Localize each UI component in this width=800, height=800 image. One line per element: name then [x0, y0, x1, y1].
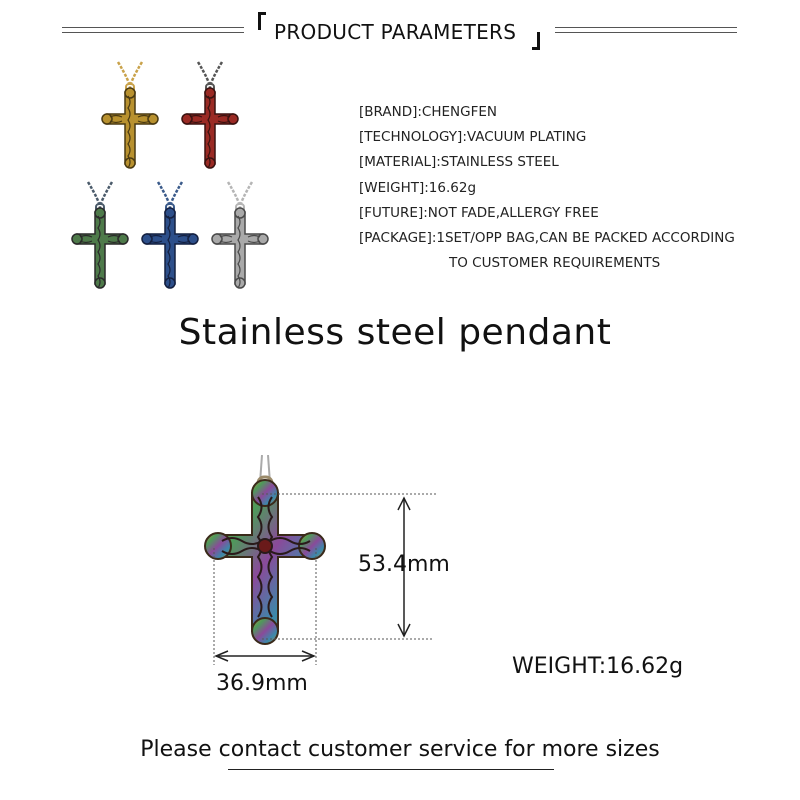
- param-brand: [BRAND]:CHENGFEN: [359, 104, 497, 120]
- param-package: [PACKAGE]:1SET/OPP BAG,CAN BE PACKED ACCORDING: [359, 230, 735, 247]
- footer-underline: [228, 769, 554, 770]
- param-weight: [WEIGHT]:16.62g: [359, 179, 477, 196]
- footer-note: Please contact customer service for more sizes: [140, 737, 660, 762]
- weight-label: WEIGHT:16.62g: [512, 654, 684, 679]
- product-title: Stainless steel pendant: [178, 312, 612, 353]
- param-material: [MATERIAL]:STAINLESS STEEL: [359, 154, 559, 171]
- height-dimension-label: 53.4mm: [358, 552, 450, 577]
- param-future: [FUTURE]:NOT FADE,ALLERGY FREE: [359, 204, 599, 221]
- width-dimension-label: 36.9mm: [216, 671, 308, 696]
- header-title: PRODUCT PARAMETERS: [274, 20, 517, 44]
- param-package-continued: TO CUSTOMER REQUIREMENTS: [449, 255, 661, 272]
- param-technology: [TECHNOLOGY]:VACUUM PLATING: [359, 129, 587, 146]
